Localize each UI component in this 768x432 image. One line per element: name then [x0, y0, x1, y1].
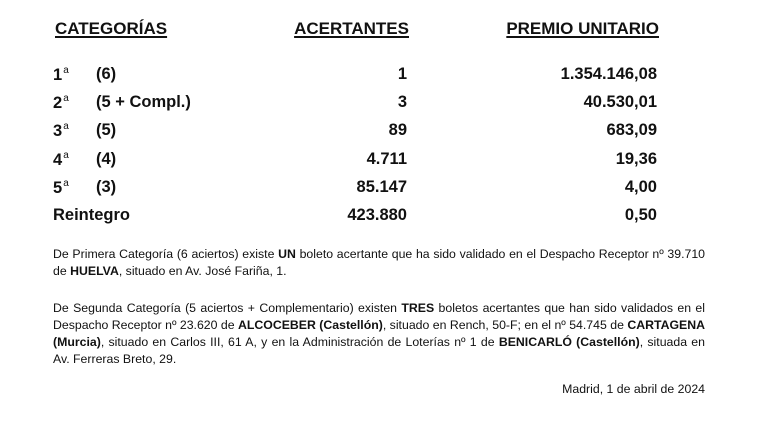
emphasis-location: HUELVA — [70, 264, 119, 278]
prize-amount: 1.354.146,08 — [560, 65, 657, 83]
second-category-paragraph: De Segunda Categoría (5 aciertos + Complementario) existen TRES boletos acertantes que han sido validados en el Despacho Receptor nº 23.620 de ALCOCEBER (Castellón), situado en Rench, 50-F; en el nº 54.745 de CARTAGENA (Murcia), situado en Carlos III, 61 A, y en la Administración de Loterías nº 1 de BENICARLÓ (Castellón), situada en Av. Ferreras Breto, 29. — [53, 301, 706, 366]
header-winners: ACERTANTES — [294, 19, 409, 38]
emphasis-location: ALCOCEBER (Castellón) — [238, 318, 383, 332]
table-row-category-4 — [0, 148, 768, 176]
prize-amount: 0,50 — [624, 205, 657, 224]
table-row-category-3 — [0, 119, 768, 147]
prize-amount: 683,09 — [606, 121, 657, 140]
category-description: (6) — [96, 65, 117, 83]
winners-count: 89 — [388, 121, 407, 140]
header-categories: CATEGORÍAS — [55, 19, 168, 38]
emphasis-count: TRES — [401, 301, 435, 315]
prize-amount: 4,00 — [624, 177, 657, 196]
emphasis-location: CARTAGENA (Murcia) — [53, 318, 705, 349]
table-row-category-5 — [0, 176, 768, 204]
winners-count: 423.880 — [347, 205, 407, 224]
category-description: (5 + Compl.) — [96, 93, 191, 112]
category-description: (3) — [96, 177, 117, 196]
prize-table — [0, 63, 768, 232]
reintegro-label: Reintegro — [53, 205, 131, 224]
table-row-category-2 — [0, 91, 768, 119]
category-ordinal: 3$^a$ — [53, 121, 69, 141]
category-ordinal: 5$^a$ — [53, 177, 69, 197]
table-row-category-1 — [0, 63, 768, 91]
category-ordinal: 4$^a$ — [53, 149, 69, 169]
table-row-reintegro — [0, 204, 768, 232]
winners-count: 1 — [397, 65, 407, 83]
category-description: (4) — [96, 149, 117, 168]
winners-count: 3 — [397, 93, 407, 112]
winners-count: 85.147 — [356, 177, 407, 196]
winners-count: 4.711 — [366, 149, 407, 168]
category-ordinal: 2$^a$ — [53, 93, 69, 113]
category-ordinal: 1$^a$ — [53, 65, 69, 84]
date-line: Madrid, 1 de abril de 2024 — [562, 382, 705, 396]
prize-amount: 19,36 — [615, 149, 657, 168]
prize-amount: 40.530,01 — [583, 93, 657, 112]
emphasis-count: UN — [278, 247, 296, 261]
header-prize: PREMIO UNITARIO — [506, 19, 659, 38]
first-category-paragraph: De Primera Categoría (6 aciertos) existe UN boleto acertante que ha sido validado en el Despacho Receptor nº 39.710 de HUELVA, situado en Av. José Fariña, 1. — [53, 247, 705, 278]
category-description: (5) — [96, 121, 117, 140]
emphasis-location: BENICARLÓ (Castellón) — [498, 335, 640, 349]
